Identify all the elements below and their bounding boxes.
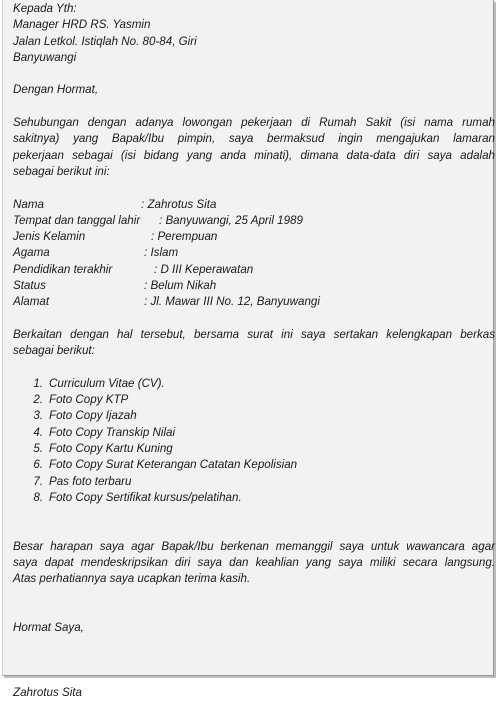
spacer (13, 180, 495, 196)
personal-row-birth (13, 213, 495, 229)
signer-name: Zahrotus Sita (13, 686, 82, 700)
spacer (13, 311, 495, 327)
greeting: Dengan Hormat, (13, 83, 99, 97)
attachments-list (13, 376, 495, 506)
recipient-city: Banyuwangi (13, 50, 77, 64)
spacer (13, 523, 495, 539)
field-label: Tempat dan tanggal lahir (13, 213, 141, 227)
list-item (13, 474, 495, 490)
recipient-name: Manager HRD RS. Yasmin (13, 18, 151, 32)
personal-data (13, 197, 495, 311)
closing-paragraph (13, 539, 495, 588)
spacer (13, 588, 495, 604)
intro-paragraph (13, 115, 495, 180)
spacer (13, 99, 495, 115)
list-item-number: 4. (33, 425, 43, 439)
list-item-text: Curriculum Vitae (CV). (49, 376, 165, 390)
list-item-text: Foto Copy Sertifikat kursus/pelatihan. (49, 490, 242, 504)
list-item-text: Foto Copy Kartu Kuning (49, 442, 173, 456)
intro-line: sakitnya) yang Bapak/Ibu pimpin, saya bermaksud ingin mengajukan lamaran (13, 132, 495, 146)
list-item-number: 2. (33, 393, 43, 407)
field-label: Status (13, 279, 46, 293)
list-item (13, 392, 495, 408)
spacer (13, 669, 495, 685)
field-label: Jenis Kelamin (13, 230, 86, 244)
list-item (13, 457, 495, 473)
list-item (13, 425, 495, 441)
field-value: : Banyuwangi, 25 April 1989 (159, 213, 303, 227)
field-label: Pendidikan terakhir (13, 262, 113, 276)
personal-row-education (13, 262, 495, 278)
personal-row-name (13, 197, 495, 213)
list-item (13, 441, 495, 457)
list-item (13, 408, 495, 424)
list-item-text: Foto Copy Surat Keterangan Catatan Kepolisian (49, 458, 298, 472)
personal-row-status (13, 278, 495, 294)
list-item-number: 8. (33, 490, 43, 504)
intro-line: pekerjaan sebagai (isi bidang yang anda minati), dimana data-data diri saya adalah (13, 148, 495, 162)
spacer (13, 506, 495, 522)
list-item-number: 6. (33, 458, 43, 472)
closing-line: saya dapat mendeskripsikan diri saya dan keahlian yang saya miliki secara langsung. (13, 556, 495, 570)
spacer (13, 66, 495, 82)
personal-row-gender (13, 229, 495, 245)
field-value: : Perempuan (151, 230, 218, 244)
list-item-text: Foto Copy KTP (49, 393, 129, 407)
list-item-number: 7. (33, 474, 43, 488)
personal-row-address (13, 294, 495, 310)
list-item-number: 3. (33, 409, 43, 423)
spacer (13, 637, 495, 653)
spacer (13, 360, 495, 376)
field-value: : D III Keperawatan (154, 262, 254, 276)
intro-line: sebagai berikut ini: (13, 164, 110, 178)
spacer (13, 604, 495, 620)
closing-line: Besar harapan saya agar Bapak/Ibu berkenan memanggil saya untuk wawancara agar (13, 539, 495, 553)
application-letter (13, 1, 495, 702)
field-label: Agama (13, 246, 50, 260)
list-item (13, 490, 495, 506)
list-item-text: Foto Copy Ijazah (49, 409, 137, 423)
field-value: : Jl. Mawar III No. 12, Banyuwangi (144, 295, 320, 309)
list-item-number: 5. (33, 442, 43, 456)
spacer (13, 653, 495, 669)
intro-line: Sehubungan dengan adanya lowongan pekerjaan di Rumah Sakit (isi nama rumah (13, 116, 495, 130)
list-item-text: Foto Copy Transkip Nilai (49, 425, 176, 439)
personal-row-religion (13, 245, 495, 261)
field-label: Nama (13, 197, 44, 211)
attachments-intro-line: sebagai berikut: (13, 344, 95, 358)
document-page (2, 0, 495, 700)
field-value: : Zahrotus Sita (141, 197, 217, 211)
field-value: : Islam (144, 246, 179, 260)
signoff: Hormat Saya, (13, 621, 84, 635)
list-item-text: Pas foto terbaru (49, 474, 132, 488)
recipient-address: Jalan Letkol. Istiqlah No. 80-84, Giri (13, 34, 197, 48)
attachments-paragraph (13, 327, 495, 360)
list-item (13, 376, 495, 392)
recipient-salutation: Kepada Yth: (13, 2, 77, 15)
field-label: Alamat (13, 295, 50, 309)
closing-line: Atas perhatiannya saya ucapkan terima kasih. (13, 572, 251, 586)
list-item-number: 1. (33, 376, 43, 390)
attachments-intro-line: Berkaitan dengan hal tersebut, bersama surat ini saya sertakan kelengkapan berkas (13, 327, 495, 341)
field-value: : Belum Nikah (144, 279, 217, 293)
